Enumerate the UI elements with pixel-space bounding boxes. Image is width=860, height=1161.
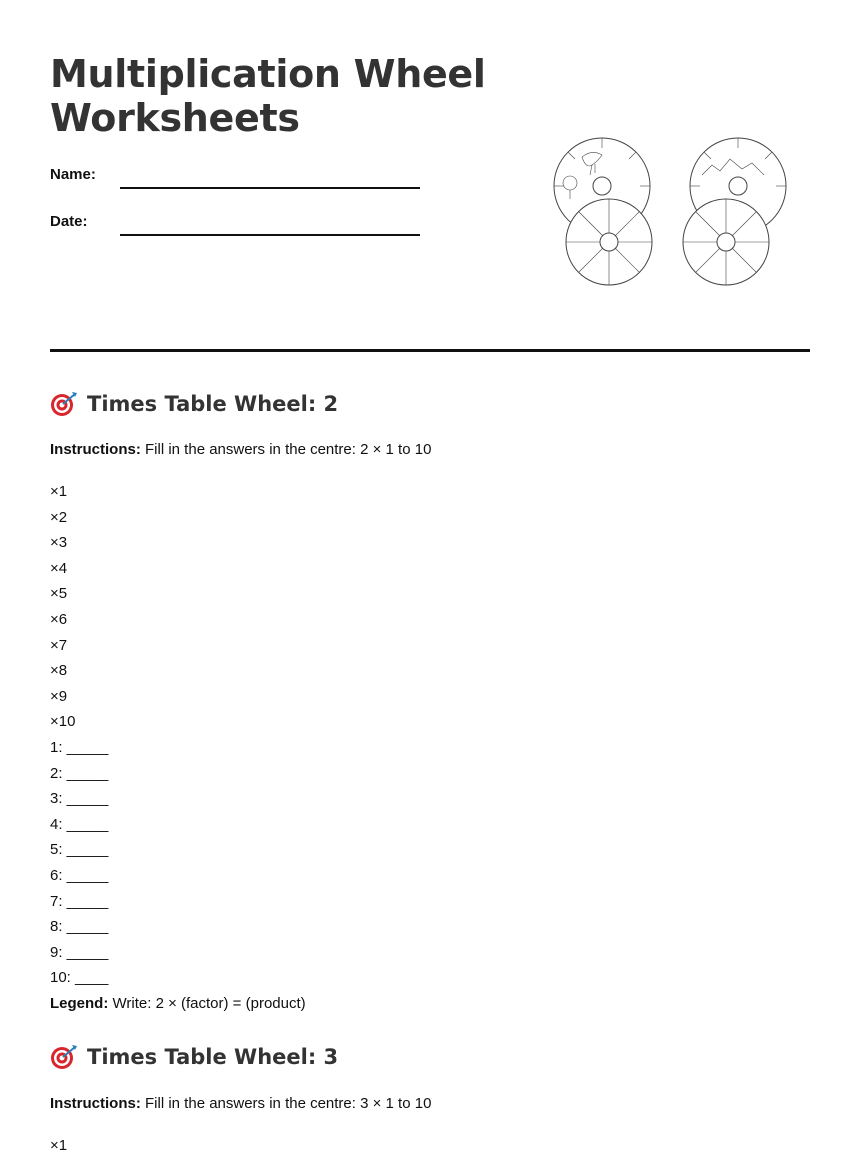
factor-list — [50, 1133, 67, 1159]
instructions — [50, 441, 431, 458]
page-title — [50, 52, 486, 140]
wheels-illustration — [552, 135, 792, 287]
factor-item: ×3 — [50, 534, 68, 552]
factor-item: ×10 — [50, 713, 76, 731]
section-heading-3 — [50, 1044, 338, 1070]
answer-blank[interactable]: 9: _____ — [50, 943, 109, 961]
factor-item: ×9 — [50, 687, 68, 705]
factor-item: ×6 — [50, 610, 68, 628]
answer-blank[interactable]: 10: ____ — [50, 969, 109, 987]
target-icon — [50, 1044, 79, 1070]
factor-item: ×5 — [50, 585, 68, 603]
legend — [50, 991, 306, 1017]
answer-blank[interactable]: 1: _____ — [50, 738, 109, 756]
answer-blank[interactable]: 3: _____ — [50, 790, 109, 808]
answer-blank[interactable]: 5: _____ — [50, 841, 109, 859]
header-divider — [50, 349, 810, 352]
instructions-text: Fill in the answers in the centre: 2 × 1 to 10 — [140, 441, 432, 458]
date-field[interactable] — [120, 234, 420, 236]
legend-text: Write: 2 × (factor) = (product) — [108, 994, 306, 1012]
answer-blank[interactable]: 7: _____ — [50, 892, 109, 910]
answer-blank[interactable]: 6: _____ — [50, 866, 109, 884]
instructions-text: Fill in the answers in the centre: 3 × 1 to 10 — [140, 1095, 432, 1112]
factor-item: ×8 — [50, 662, 68, 680]
answer-blank[interactable]: 2: _____ — [50, 764, 109, 782]
section-heading-2 — [50, 391, 338, 417]
factor-item: ×1 — [50, 483, 68, 500]
legend-label: Legend: — [50, 994, 109, 1012]
section-heading-text: Times Table Wheel: 2 — [87, 392, 339, 416]
factor-list — [50, 479, 306, 1016]
answer-blank[interactable]: 8: _____ — [50, 918, 109, 936]
name-field[interactable] — [120, 187, 420, 189]
name-label: Name: — [50, 166, 96, 183]
factor-item: ×4 — [50, 559, 68, 577]
target-icon — [50, 391, 79, 417]
instructions-label: Instructions: — [50, 1095, 141, 1112]
instructions-label: Instructions: — [50, 441, 141, 458]
title-line-2: Worksheets — [50, 96, 300, 140]
instructions — [50, 1095, 431, 1112]
factor-item: ×2 — [50, 508, 68, 526]
factor-item: ×1 — [50, 1137, 68, 1154]
factor-item: ×7 — [50, 636, 68, 654]
date-label: Date: — [50, 213, 88, 230]
answer-blank[interactable]: 4: _____ — [50, 815, 109, 833]
title-line-1: Multiplication Wheel — [50, 52, 486, 96]
section-heading-text: Times Table Wheel: 3 — [87, 1045, 339, 1069]
